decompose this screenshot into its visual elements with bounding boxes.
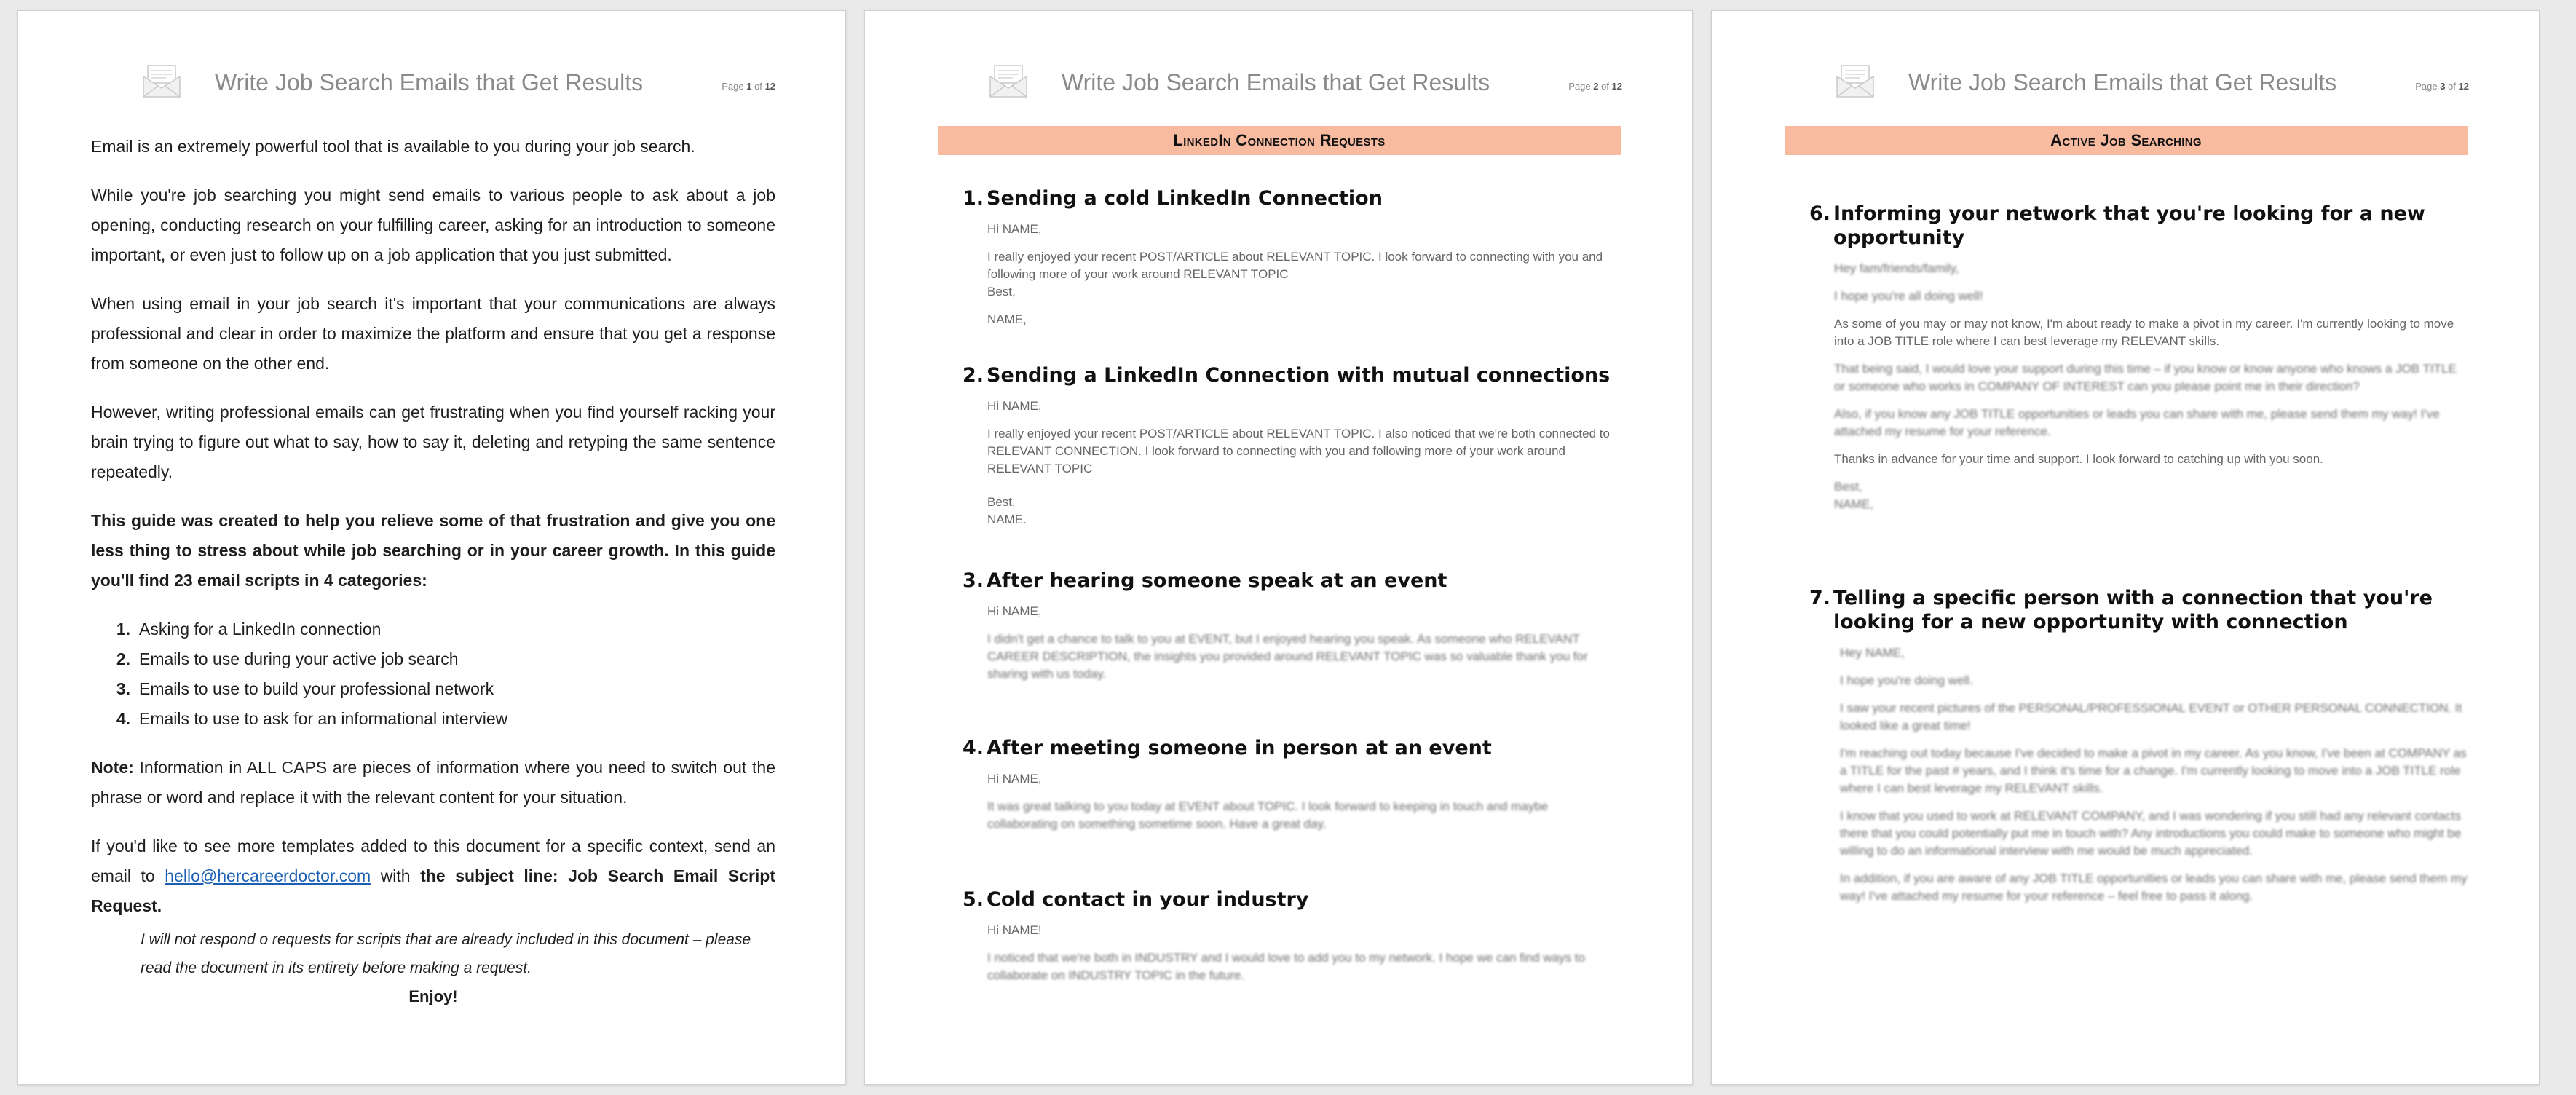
script-body: Hi NAME, I really enjoyed your recent POST/ARTICLE about RELEVANT TOPIC. I look forward to connecting with you and following more of your work around RELEVANT TOPIC Best, NAME,	[987, 222, 1603, 326]
document-title: Write Job Search Emails that Get Results	[215, 69, 644, 95]
intro-paragraph: However, writing professional emails can get frustrating when you find yourself racking your brain trying to figure out what to say, how to say it, deleting and retyping the same sentence repeatedly.	[91, 403, 775, 481]
list-item: 2. Emails to use during your active job search	[116, 649, 459, 668]
intro-content	[91, 132, 775, 1011]
list-item: 3. Emails to use to build your professional network	[116, 679, 494, 698]
note-paragraph: Note: Information in ALL CAPS are pieces of information where you need to switch out the phrase or word and replace it with the relevant content for your situation.	[91, 758, 775, 807]
contact-paragraph: If you'd like to see more templates added to this document for a specific context, send an email to hello@hercareerdoctor.com with the subject line: Job Search Email Script Request.	[91, 837, 775, 915]
document-page-1	[17, 10, 846, 1085]
script-body: Hi NAME! I noticed that we're both in INDUSTRY and I would love to add you to my network. I hope we can find ways to collaborate on INDUSTRY TOPIC in the future.	[987, 923, 1585, 982]
list-item: 1. Asking for a LinkedIn connection	[116, 620, 382, 639]
guide-summary: This guide was created to help you relieve some of that frustration and give you one less thing to stress about while job searching or in your career growth. In this guide you'll find 23 email scripts in 4 categories:	[91, 511, 775, 590]
email-script	[1809, 586, 2468, 915]
email-script	[963, 186, 1621, 339]
script-heading: 5. Cold contact in your industry	[963, 888, 1309, 911]
category-list	[91, 614, 775, 734]
envelope-letter-icon	[142, 63, 181, 98]
document-page-3	[1711, 10, 2540, 1085]
email-script	[963, 888, 1621, 995]
script-body: Hi NAME, I really enjoyed your recent POST/ARTICLE about RELEVANT TOPIC. I also noticed that we're both connected to RELEVANT CONNECTION. I look forward to connecting with you and following more of your work around RELEVANT TOPIC Best, NAME.	[987, 399, 1610, 526]
email-script	[1809, 202, 2468, 523]
page-header	[1836, 56, 2469, 114]
document-title: Write Job Search Emails that Get Results	[1908, 69, 2337, 95]
section-band: Active Job Searching	[1785, 126, 2468, 155]
envelope-letter-icon	[989, 63, 1028, 98]
script-heading: 6. Informing your network that you're looking for a new opportunity	[1809, 202, 2425, 249]
closing-text: Enjoy!	[408, 987, 458, 1005]
script-body: Hey NAME, I hope you're doing well. I saw your recent pictures of the PERSONAL/PROFESSIONAL EVENT or OTHER PERSONAL CONNECTION. It looked like a great time! I'm reaching out today because I've decided to make a pivot in my career. As you know, I've been at COMPANY as a TITLE for the past # years, and I think it's time for a change. I'm currently looking to move into a JOB TITLE role where I can best leverage my RELEVANT skills. I know that you used to work at RELEVANT COMPANY, and I was wondering if you still had any relevant contacts there that you could potentially put me in touch with? Any introductions you could make to someone who might be willing to do an informational interview with me would be much appreciated. In addition, if you are aware of any JOB TITLE opportunities or leads you can share with me, please send them my way! I've attached my resume for your reference – feel free to pass it along.	[1840, 646, 2468, 903]
intro-paragraph: While you're job searching you might send emails to various people to ask about a job opening, conducting research on your fulfilling career, asking for an introduction to someone important, or even just to follow up on a job application that you just submitted.	[91, 186, 775, 264]
script-heading: 3. After hearing someone speak at an event	[963, 569, 1447, 592]
email-script	[963, 736, 1621, 843]
intro-paragraph: Email is an extremely powerful tool that is available to you during your job search.	[91, 137, 695, 156]
list-item: 4. Emails to use to ask for an informational interview	[116, 709, 508, 728]
disclaimer: I will not respond o requests for scripts that are already included in this document – please read the document in its entirety before making a request.	[141, 931, 751, 976]
script-heading: 2. Sending a LinkedIn Connection with mutual connections	[963, 364, 1611, 387]
script-body: Hi NAME, It was great talking to you today at EVENT about TOPIC. I look forward to keeping in touch and maybe collaborating on something sometime soon. Have a great day.	[987, 772, 1549, 831]
document-page-2	[864, 10, 1693, 1085]
email-script	[963, 363, 1621, 539]
page-header	[989, 56, 1622, 114]
intro-paragraph: When using email in your job search it's important that your communications are always professional and clear in order to maximize the platform and ensure that you get a response from someone on the other end.	[91, 294, 775, 373]
document-title: Write Job Search Emails that Get Results	[1062, 69, 1490, 95]
script-heading: 7. Telling a specific person with a connection that you're looking for a new opportunity with connection	[1809, 587, 2433, 633]
email-script	[963, 569, 1621, 693]
script-body: Hi NAME, I didn't get a chance to talk to you at EVENT, but I enjoyed hearing you speak. As someone who RELEVANT CAREER DESCRIPTION, the insights you provided around RELEVANT TOPIC was so valuable thank you for sharing with us today.	[987, 604, 1588, 681]
page-number: Page 1 of 12	[722, 81, 775, 92]
page-number: Page 2 of 12	[1568, 81, 1622, 92]
envelope-letter-icon	[1836, 63, 1875, 98]
script-body: Hey fam/friends/family, I hope you're all doing well! As some of you may or may not know, I'm about ready to make a pivot in my career. I'm currently looking to move into a JOB TITLE role where I can best leverage my RELEVANT skills. That being said, I would love your support during this time – if you know or know anyone who knows a JOB TITLE or someone who works in COMPANY OF INTEREST can you please point me in their direction? Also, if you know any JOB TITLE opportunities or leads you can share with me, please send them my way! I've attached my resume for your reference. Thanks in advance for your time and support. I look forward to catching up with you soon. Best, NAME,	[1834, 261, 2457, 511]
page-header	[142, 56, 775, 114]
script-heading: 4. After meeting someone in person at an event	[963, 737, 1492, 759]
script-heading: 1. Sending a cold LinkedIn Connection	[963, 187, 1383, 210]
page-number: Page 3 of 12	[2415, 81, 2469, 92]
section-band: LinkedIn Connection Requests	[938, 126, 1621, 155]
email-link[interactable]: hello@hercareerdoctor.com	[165, 866, 371, 885]
